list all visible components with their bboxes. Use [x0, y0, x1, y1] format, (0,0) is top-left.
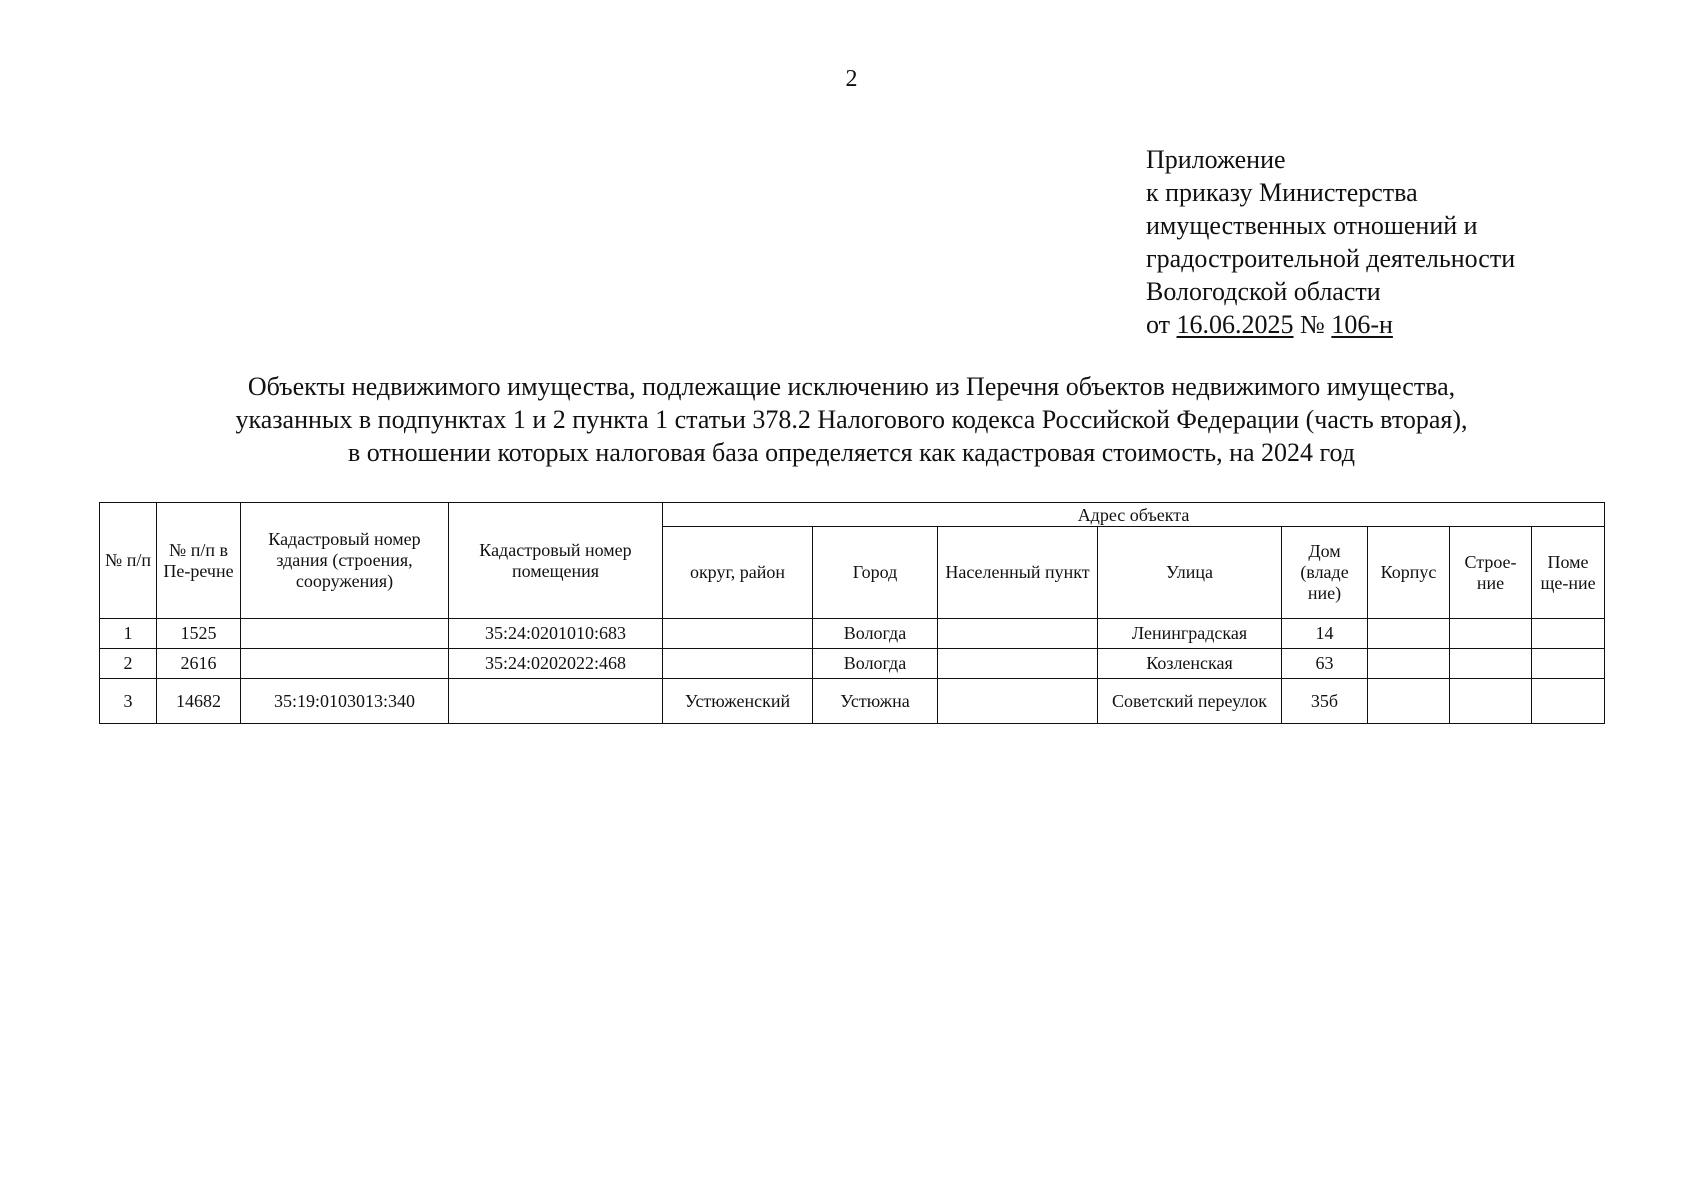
- cell-locality: [938, 649, 1098, 679]
- cell-list-num: 1525: [157, 619, 241, 649]
- cell-building-cadastral: 35:19:0103013:340: [241, 679, 449, 724]
- cell-district: Устюженский: [663, 679, 813, 724]
- appendix-line: градостроительной деятельности: [1146, 244, 1516, 273]
- cell-premises-cadastral: 35:24:0201010:683: [449, 619, 663, 649]
- number-prefix: №: [1300, 310, 1325, 339]
- cell-house: 35б: [1282, 679, 1368, 724]
- cell-street: Козленская: [1098, 649, 1282, 679]
- title-line: указанных в подпунктах 1 и 2 пункта 1 статьи 378.2 Налогового кодекса Российской Федерации (часть вторая),: [235, 405, 1468, 434]
- header-district: округ, район: [663, 527, 813, 619]
- header-locality: Населенный пункт: [938, 527, 1098, 619]
- appendix-order-line: [1146, 308, 1515, 341]
- title-line: Объекты недвижимого имущества, подлежащие исключению из Перечня объектов недвижимого имущества,: [247, 372, 1456, 401]
- cell-district: [663, 619, 813, 649]
- order-number: 106-н: [1331, 310, 1393, 339]
- header-house: Дом (владе ние): [1282, 527, 1368, 619]
- cell-district: [663, 649, 813, 679]
- cell-structure: [1450, 649, 1532, 679]
- header-address-group: Адрес объекта: [663, 503, 1605, 527]
- cell-city: Вологда: [813, 619, 938, 649]
- cell-num: 1: [100, 619, 157, 649]
- header-block: Корпус: [1368, 527, 1450, 619]
- document-title: [0, 370, 1703, 469]
- header-building-cadastral: Кадастровый номер здания (строения, сооружения): [241, 503, 449, 619]
- cell-num: 2: [100, 649, 157, 679]
- header-room: Поме ще-ние: [1532, 527, 1605, 619]
- appendix-line: к приказу Министерства: [1146, 178, 1418, 207]
- cell-building-cadastral: [241, 649, 449, 679]
- page-number: 2: [845, 66, 858, 92]
- objects-table: [99, 502, 1605, 724]
- header-street: Улица: [1098, 527, 1282, 619]
- appendix-block: [1146, 143, 1515, 341]
- cell-structure: [1450, 679, 1532, 724]
- cell-street: Советский переулок: [1098, 679, 1282, 724]
- cell-street: Ленинградская: [1098, 619, 1282, 649]
- order-date: 16.06.2025: [1176, 310, 1294, 339]
- table-row: [100, 679, 1605, 724]
- cell-structure: [1450, 619, 1532, 649]
- header-list-num: № п/п в Пе-речне: [157, 503, 241, 619]
- cell-premises-cadastral: [449, 679, 663, 724]
- cell-house: 63: [1282, 649, 1368, 679]
- appendix-line: Приложение: [1146, 145, 1286, 174]
- appendix-line: Вологодской области: [1146, 277, 1381, 306]
- header-city: Город: [813, 527, 938, 619]
- title-line: в отношении которых налоговая база определяется как кадастровая стоимость, на 2024 год: [347, 438, 1356, 467]
- cell-list-num: 2616: [157, 649, 241, 679]
- cell-list-num: 14682: [157, 679, 241, 724]
- table-row: [100, 649, 1605, 679]
- header-structure: Строе-ние: [1450, 527, 1532, 619]
- cell-room: [1532, 679, 1605, 724]
- cell-house: 14: [1282, 619, 1368, 649]
- cell-room: [1532, 619, 1605, 649]
- date-prefix: от: [1146, 310, 1171, 339]
- cell-premises-cadastral: 35:24:0202022:468: [449, 649, 663, 679]
- appendix-line: имущественных отношений и: [1146, 211, 1478, 240]
- cell-block: [1368, 649, 1450, 679]
- table-header-row: [100, 503, 1605, 527]
- header-premises-cadastral: Кадастровый номер помещения: [449, 503, 663, 619]
- cell-city: Вологда: [813, 649, 938, 679]
- cell-locality: [938, 679, 1098, 724]
- cell-block: [1368, 679, 1450, 724]
- cell-city: Устюжна: [813, 679, 938, 724]
- cell-building-cadastral: [241, 619, 449, 649]
- cell-locality: [938, 619, 1098, 649]
- header-num: № п/п: [100, 503, 157, 619]
- cell-block: [1368, 619, 1450, 649]
- cell-num: 3: [100, 679, 157, 724]
- cell-room: [1532, 649, 1605, 679]
- table-row: [100, 619, 1605, 649]
